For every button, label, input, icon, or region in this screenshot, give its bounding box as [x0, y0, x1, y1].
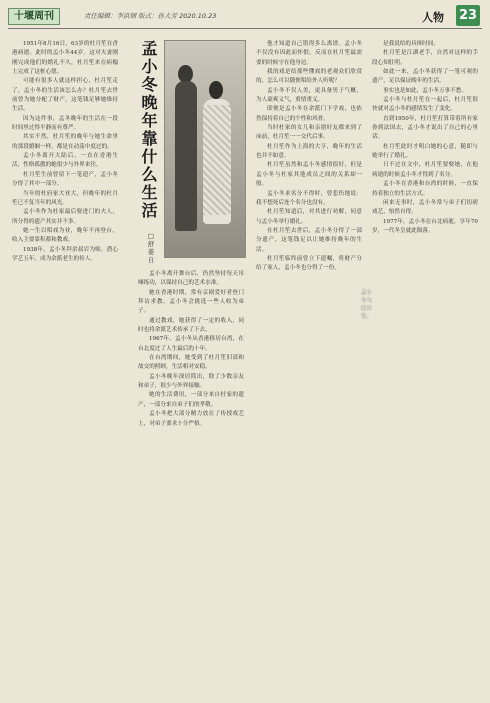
article-paragraph: 杜月笙作为上海的大亨，晚年的生活也并不如意。 [256, 143, 362, 160]
article-paragraph: 如此一来，孟小冬获得了一笔可观的遗产，足以保证晚年的生活。 [372, 69, 478, 85]
title-char: 小 [141, 57, 159, 76]
article-paragraph: 孟小冬离开舞台后，仍然坚持每天吊嗓练功，以保持自己的艺术水准。 [138, 271, 244, 287]
article-paragraph: 在杜月笙去世后，孟小冬分得了一部分遗产，这笔钱足以让她维持晚年的生活。 [256, 227, 362, 253]
author-char: 舒 [147, 240, 155, 248]
article-paragraph: 孟小冬求名分不得时，曾悲伤地说：我不想死后连个名分也没有。 [256, 190, 362, 206]
article-paragraph: 孟小冬作为杜家最后娶进门的夫人，所分得的遗产其实并不多。 [12, 209, 118, 225]
title-char: 孟 [141, 39, 159, 58]
article-paragraph: 孟小冬把大部分精力放在了传授戏艺上，对弟子要求十分严格。 [138, 411, 244, 427]
author-char: □ [147, 232, 155, 240]
article-column-3 [256, 40, 362, 695]
section-title: 人物 [422, 11, 444, 24]
article-paragraph: 事实也是如此，孟小冬万事不愁。 [383, 87, 467, 94]
page-header [0, 0, 490, 30]
article-column-1 [12, 40, 118, 695]
article-paragraph: 杜月笙临终前曾立下遗嘱，将财产分给了家人，孟小冬也分得了一份。 [256, 255, 362, 272]
article-paragraph: 闲来无事时，孟小冬常与弟子们切磋戏艺，怡然自得。 [372, 199, 478, 216]
article-paragraph: 杜月笙此时才明白她的心意，随即与她举行了婚礼。 [372, 143, 478, 160]
title-char: 生 [141, 183, 159, 202]
article-paragraph: 在台湾期间，她受到了杜月笙旧部和故交的照顾，生活相对安稳。 [138, 355, 244, 371]
article-paragraph: 可能有很多人就这样担心，杜月笙走了，孟小冬的生活该怎么办？杜月笙去世前曾为她分配了财产，这笔钱足够她维持生活。 [12, 78, 118, 113]
article-paragraph: 孟小冬离开大陆后，一直在香港生活，性格孤傲的她很少与外界来往。 [12, 153, 118, 169]
article-paragraph: 杜月笙虽然和孟小冬感情很好，但是孟小冬与杜家其他成员之间的关系却一般。 [256, 162, 362, 188]
header-rule [8, 28, 482, 29]
article-paragraph: 她一生以唱戏为业，晚年不再登台，收入主要靠积蓄和教戏。 [12, 227, 118, 244]
article-paragraph: 当年的杜府家大业大，但晚年的杜月笙已不复当年的风光。 [12, 190, 118, 206]
article-paragraph: 因为这件事，孟冬晚年的生活在一段时间里过得平静而有尊严。 [12, 115, 118, 132]
article-paragraph: 她的生活费用，一部分来自杜家的遗产，一部分来自弟子们的孝敬。 [138, 392, 244, 408]
article-paragraph: 孟小冬与杜月笙在一起后，杜月笙很快就对孟小冬的感情发生了变化。 [372, 97, 478, 113]
title-char: 么 [141, 165, 159, 184]
title-char: 靠 [141, 129, 159, 148]
page-number: 23 [456, 5, 480, 26]
article-paragraph: 1951年8月16日，63岁的杜月笙在香港病逝。此时的孟小冬44岁。这对夫妻刚刚完成他们的婚礼不久，杜月笙来在病榻上完成了这桩心愿。 [12, 41, 118, 76]
article-author [144, 232, 158, 264]
article-paragraph: 是我说给的具体时间。 [383, 41, 439, 47]
article-paragraph: 杜月笙生前曾留下一笔遗产，孟小冬分得了其中一部分。 [12, 171, 118, 188]
editor-credits: 责任编辑：李洪钢 版式：孙大芳 2020.10.23 [84, 12, 217, 20]
article-paragraph: 孟小冬在香港和台湾的时候，一直保持着独立的生活方式。 [372, 181, 478, 197]
article-paragraph: 他才知道自己错得多么离谱。孟小冬不仅没有因此而怀恨，反而在杜月笙最需要的时候守在他身边。 [256, 41, 362, 66]
title-char: 年 [141, 111, 159, 130]
article-paragraph: 直到1950年，杜月笙打算带着所有家眷到法国去，孟小冬才说出了自己的心里话。 [372, 115, 478, 141]
author-char: 自 [147, 256, 155, 264]
title-char: 冬 [141, 75, 159, 94]
article-column-4 [372, 40, 478, 695]
article-paragraph: 她在香港时期，常有京剧爱好者登门拜访求教，孟小冬会挑选一些人收为弟子。 [138, 289, 244, 315]
masthead: 十堰周刊 [8, 8, 60, 25]
article-paragraph: 当时杜家的女儿和亲朋好友都来到了床前，杜月笙一一交代后事。 [256, 125, 362, 141]
article-paragraph: 1967年，孟小冬从香港移居台湾，在台北度过了人生最后的十年。 [138, 336, 244, 352]
title-char: 晚 [141, 93, 159, 112]
article-paragraph: 孟小冬晚年深居简出，除了少数亲友和弟子，很少与外界接触。 [138, 373, 244, 390]
article-paragraph: 通过教戏，她获得了一定的收入，同时也将余派艺术传承了下去。 [138, 317, 244, 334]
author-char: 姜 [147, 248, 155, 256]
article-paragraph: 其实不然，杜月笙的晚年与她生命里的那段婚姻一样，都是在动荡中度过的。 [12, 134, 118, 150]
article-paragraph: 杜月笙是江湖老手，自然对这样的手段心知肚明。 [372, 50, 478, 66]
article-paragraph: 1977年，孟小冬在台北病逝，享年70岁，一代冬皇就此陨落。 [372, 218, 478, 234]
article-paragraph: 杜月笙知道后，对其进行劝解，同意与孟小冬举行婚礼。 [256, 209, 362, 225]
article-column-2 [138, 270, 244, 695]
article-paragraph: 1938年，孟小冬拜余叔岩为师，潜心学艺五年，成为余派老生的传人。 [12, 246, 118, 262]
title-char: 活 [141, 201, 159, 220]
article-paragraph: 我的戏是给那些懂戏的老观众们欣赏的，怎么可以随便唱给外人听呢？ [256, 69, 362, 85]
article-paragraph: 只不过在文中，杜月笙要娶她，在他病逝的时候孟小冬才得到了名分。 [372, 162, 478, 178]
photo-caption: 孟小冬与杜月笙。 [361, 290, 373, 320]
article-paragraph: 即便是孟小冬在余派门下学戏，也依然保持着自己的个性和风骨。 [256, 106, 362, 122]
article-paragraph: 孟小冬不仅人美，更具备男子气概，为人豪爽义气，重情重义。 [256, 87, 362, 104]
article-title [139, 40, 161, 220]
title-char: 什 [141, 147, 159, 166]
